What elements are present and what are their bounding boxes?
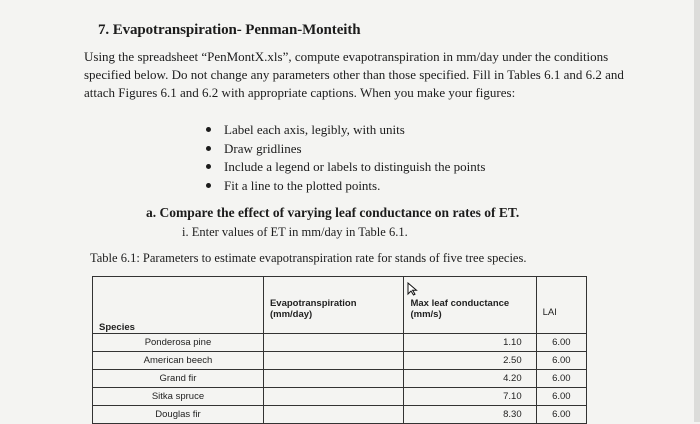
intro-paragraph: Using the spreadsheet “PenMontX.xls”, compute evapotranspiration in mm/day under the conditions specified below. Do not change any parameters other than those specified. Fill in Tables 6.1 and 6.2 and attach Figures 6.1 and 6.2 with appropriate captions. When you make your figures: xyxy=(84,49,624,100)
cell-lai: 6.00 xyxy=(536,406,586,424)
bullet-icon xyxy=(206,127,211,132)
cell-lai: 6.00 xyxy=(536,334,586,352)
cell-lai: 6.00 xyxy=(536,352,586,370)
table-row xyxy=(93,406,587,424)
cell-lai: 6.00 xyxy=(536,388,586,406)
list-item: Fit a line to the plotted points. xyxy=(200,177,485,196)
list-item: Label each axis, legibly, with units xyxy=(200,121,485,140)
cell-et-input[interactable] xyxy=(263,370,404,388)
cell-species: Douglas fir xyxy=(93,406,264,424)
cell-species: Ponderosa pine xyxy=(93,334,264,352)
cell-et-input[interactable] xyxy=(263,352,404,370)
header-evapotranspiration: Evapotranspiration (mm/day) xyxy=(263,277,404,334)
part-a-instruction: i. Enter values of ET in mm/day in Table 6.1. xyxy=(182,225,408,239)
cell-et-input[interactable] xyxy=(263,334,404,352)
cell-species: Sitka spruce xyxy=(93,388,264,406)
parameters-table xyxy=(92,276,587,424)
page-edge xyxy=(694,0,700,422)
cell-lai: 6.00 xyxy=(536,370,586,388)
cell-et-input[interactable] xyxy=(263,388,404,406)
cell-leaf-conductance: 1.10 xyxy=(404,334,536,352)
table-row xyxy=(93,388,587,406)
part-a-question: a. Compare the effect of varying leaf conductance on rates of ET. xyxy=(146,205,520,220)
cell-leaf-conductance: 2.50 xyxy=(404,352,536,370)
cell-species: Grand fir xyxy=(93,370,264,388)
header-species: Species xyxy=(93,277,264,334)
bullet-icon xyxy=(206,183,211,188)
table-header-row xyxy=(93,277,587,334)
list-item: Include a legend or labels to distinguish the points xyxy=(200,158,485,177)
cell-leaf-conductance: 8.30 xyxy=(404,406,536,424)
header-lai: LAI xyxy=(536,277,586,334)
cell-et-input[interactable] xyxy=(263,406,404,424)
table-row xyxy=(93,352,587,370)
cell-leaf-conductance: 4.20 xyxy=(404,370,536,388)
mouse-pointer-icon xyxy=(406,282,420,296)
cell-leaf-conductance: 7.10 xyxy=(404,388,536,406)
table-row xyxy=(93,334,587,352)
list-item: Draw gridlines xyxy=(200,140,485,159)
table-caption: Table 6.1: Parameters to estimate evapotranspiration rate for stands of five tree species. xyxy=(90,251,527,265)
header-max-leaf-conductance: Max leaf conductance (mm/s) xyxy=(404,277,536,334)
section-heading: 7. Evapotranspiration- Penman-Monteith xyxy=(98,22,361,38)
figure-instructions-list xyxy=(200,121,485,195)
bullet-icon xyxy=(206,164,211,169)
table-row xyxy=(93,370,587,388)
cell-species: American beech xyxy=(93,352,264,370)
bullet-icon xyxy=(206,146,211,151)
